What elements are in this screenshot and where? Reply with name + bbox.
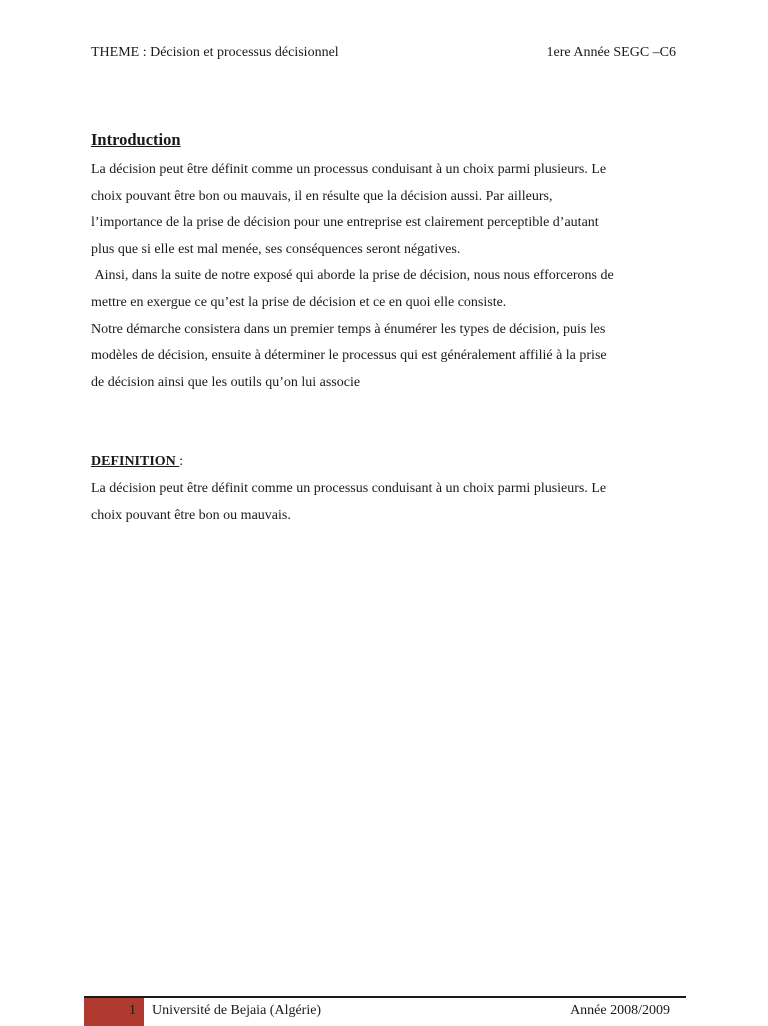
definition-label: DEFINITION — [91, 454, 180, 470]
definition-paragraph — [91, 476, 676, 529]
text-line: de décision ainsi que les outils qu’on lui associe — [91, 374, 361, 390]
page-footer — [84, 996, 686, 1026]
definition-heading — [91, 449, 676, 476]
text-line: mettre en exergue ce qu’est la prise de décision et ce en quoi elle consiste. — [91, 294, 507, 310]
page-body — [91, 129, 676, 529]
header-class: 1ere Année SEGC –C6 — [546, 45, 676, 60]
text-line: Ainsi, dans la suite de notre exposé qui aborde la prise de décision, nous nous efforcerons de — [91, 268, 614, 284]
definition-colon: : — [179, 454, 184, 470]
page-number: 1 — [84, 998, 144, 1026]
text-line: plus que si elle est mal menée, ses conséquences seront négatives. — [91, 241, 461, 257]
text-line: Notre démarche consistera dans un premier temps à énumérer les types de décision, puis les — [91, 321, 606, 337]
text-line: La décision peut être définit comme un processus conduisant à un choix parmi plusieurs. Le — [91, 480, 607, 496]
header-theme: THEME : Décision et processus décisionnel — [91, 45, 339, 60]
text-line: La décision peut être définit comme un processus conduisant à un choix parmi plusieurs. Le — [91, 162, 607, 177]
introduction-paragraph — [91, 157, 676, 396]
page-header — [91, 45, 676, 65]
text-line: modèles de décision, ensuite à déterminer le processus qui est généralement affilié à la prise — [91, 348, 607, 364]
text-line: choix pouvant être bon ou mauvais. — [91, 507, 291, 523]
text-line: choix pouvant être bon ou mauvais, il en résulte que la décision aussi. Par ailleurs, — [91, 188, 553, 204]
footer-year: Année 2008/2009 — [570, 1003, 670, 1018]
footer-university: Université de Bejaia (Algérie) — [152, 1003, 322, 1018]
introduction-heading: Introduction — [91, 130, 181, 149]
text-line: l’importance de la prise de décision pour une entreprise est clairement perceptible d’autant — [91, 215, 599, 231]
